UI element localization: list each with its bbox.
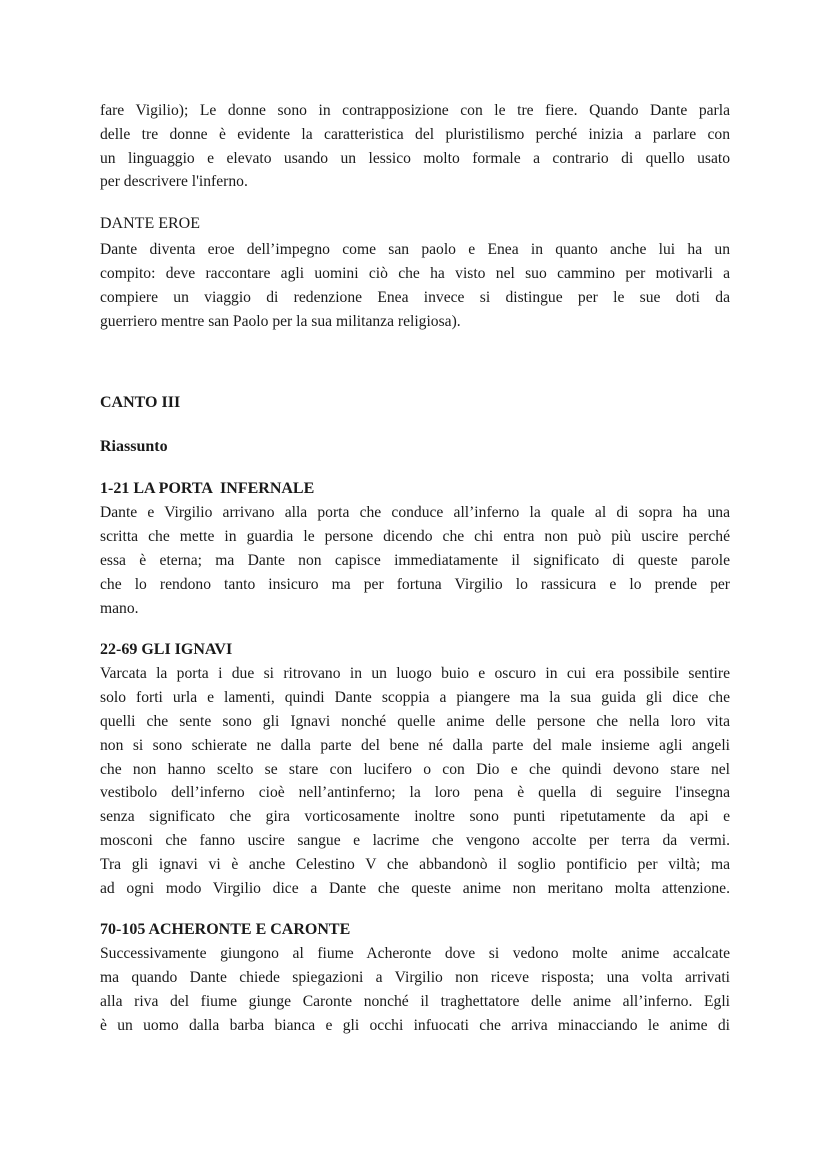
intro-paragraph <box>100 99 730 194</box>
section-line: mosconi che fanno uscire sangue e lacrime che vengono accolte per terra da vermi. <box>100 831 730 849</box>
dante-eroe-line: guerriero mentre san Paolo per la sua militanza religiosa). <box>100 312 461 330</box>
section-line: Successivamente giungono al fiume Acheronte dove si vedono molte anime accalcate <box>100 945 730 963</box>
section-title: 1-21 LA PORTA INFERNALE <box>100 480 315 498</box>
section-line: quelli che sente sono gli Ignavi nonché quelle anime delle persone che nella loro vita <box>100 712 730 730</box>
dante-eroe-line: Dante diventa eroe dell’impegno come san paolo e Enea in quanto anche lui ha un <box>100 241 730 259</box>
intro-line: un linguaggio e elevato usando un lessico molto formale a contrario di quello usato <box>100 149 730 167</box>
dante-eroe-title: DANTE EROE <box>100 215 200 233</box>
section-line: alla riva del fiume giunge Caronte nonché il traghettatore delle anime all’inferno. Egli <box>100 992 730 1010</box>
section-line: scritta che mette in guardia le persone dicendo che chi entra non può più uscire perché <box>100 528 730 546</box>
section-ignavi <box>100 638 730 900</box>
section-line: solo forti urla e lamenti, quindi Dante scoppia a piangere ma la sua guida gli dice che <box>100 689 730 707</box>
dante-eroe-line: compito: deve raccontare agli uomini ciò che ha visto nel suo cammino per motivarli a <box>100 264 730 282</box>
intro-line: fare Vigilio); Le donne sono in contrapposizione con le tre fiere. Quando Dante parla <box>100 102 730 119</box>
section-title: 22-69 GLI IGNAVI <box>100 641 233 659</box>
section-line: non si sono schierate ne dalla parte del bene né dalla parte del male insieme agli angeli <box>100 736 730 754</box>
dante-eroe-line: compiere un viaggio di redenzione Enea invece si distingue per le sue doti da <box>100 288 730 306</box>
dante-eroe-section <box>100 212 730 333</box>
section-line: Varcata la porta i due si ritrovano in un luogo buio e oscuro in cui era possibile sentire <box>100 665 730 683</box>
section-acheronte-caronte <box>100 918 730 1037</box>
canto-subtitle: Riassunto <box>100 438 168 456</box>
section-line: che lo rendono tanto insicuro ma per fortuna Virgilio lo rassicura e lo prende per <box>100 575 730 593</box>
intro-line: per descrivere l'inferno. <box>100 173 248 191</box>
section-line: ad ogni modo Virgilio dice a Dante che queste anime non meritano molta attenzione. <box>100 879 730 897</box>
document-page <box>100 99 730 1056</box>
section-line: mano. <box>100 599 139 617</box>
section-line: Tra gli ignavi vi è anche Celestino V che abbandonò il soglio pontificio per viltà; ma <box>100 855 730 873</box>
section-line: ma quando Dante chiede spiegazioni a Virgilio non riceve risposta; una volta arrivati <box>100 969 730 987</box>
section-line: essa è eterna; ma Dante non capisce immediatamente il significato di queste parole <box>100 551 730 569</box>
section-line: vestibolo dell’inferno cioè nell’antinferno; la loro pena è quella di seguire l'insegna <box>100 784 730 802</box>
intro-line: delle tre donne è evidente la caratteristica del pluristilismo perché inizia a parlare con <box>100 125 730 143</box>
section-line: è un uomo dalla barba bianca e gli occhi infuocati che arriva minacciando le anime di <box>100 1016 730 1034</box>
canto-title: CANTO III <box>100 394 181 412</box>
section-title: 70-105 ACHERONTE E CARONTE <box>100 921 351 939</box>
section-porta-infernale <box>100 477 730 620</box>
section-line: senza significato che gira vorticosamente inoltre sono punti ripetutamente da api e <box>100 808 730 826</box>
section-line: che non hanno scelto se stare con lucifero o con Dio e che quindi devono stare nel <box>100 760 730 778</box>
section-line: Dante e Virgilio arrivano alla porta che conduce all’inferno la quale al di sopra ha una <box>100 504 730 522</box>
